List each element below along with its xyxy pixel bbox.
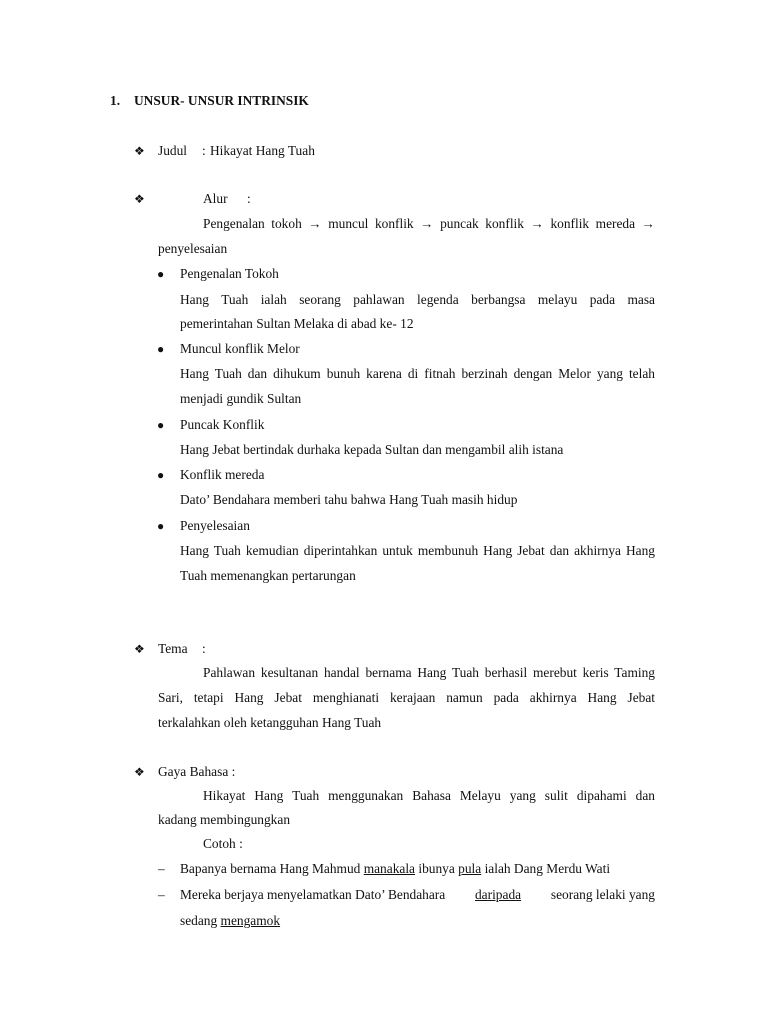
example-underlined-word: daripada [474, 887, 522, 902]
alur-item-text-line1: Hang Jebat bertindak durhaka kepada Sultan dan mengambil alih istana [180, 442, 564, 457]
bullet-icon: ● [157, 418, 165, 432]
alur-item-title: Pengenalan Tokoh [180, 266, 279, 281]
example-line-2 [180, 886, 655, 904]
alur-item-text-line2: menjadi gundik Sultan [180, 391, 302, 406]
gaya-bahasa-text-line1: Hikayat Hang Tuah menggunakan Bahasa Melayu yang sulit dipahami dan [203, 788, 655, 803]
list-diamond-icon: ❖ [134, 765, 145, 779]
alur-item-title: Penyelesaian [180, 518, 250, 533]
tema-text-line3: terkalahkan oleh ketangguhan Hang Tuah [158, 715, 382, 730]
list-diamond-icon: ❖ [134, 144, 145, 158]
alur-separator: : [247, 191, 251, 206]
example-underlined-word: manakala [363, 861, 416, 876]
example-line-1 [180, 860, 610, 878]
dash-icon: – [158, 887, 165, 902]
example-text: sedang [180, 913, 221, 928]
alur-item-text-line1: Dato’ Bendahara memberi tahu bahwa Hang Tuah masih hidup [180, 492, 518, 507]
tema-text-line1: Pahlawan kesultanan handal bernama Hang Tuah berhasil merebut keris Taming [203, 665, 655, 680]
judul-label: Judul [158, 143, 188, 158]
example-text: Mereka berjaya menyelamatkan Dato’ Bendahara [180, 887, 449, 902]
example-text: ibunya [415, 861, 459, 876]
alur-item-text-line2: Tuah memenangkan pertarungan [180, 568, 356, 583]
alur-summary-line2: penyelesaian [158, 241, 228, 256]
judul-value: Hikayat Hang Tuah [210, 143, 315, 158]
alur-item-text-line2: pemerintahan Sultan Melaka di abad ke- 12 [180, 316, 414, 331]
tema-separator: : [202, 641, 206, 656]
example-text: seorang lelaki yang [547, 887, 655, 902]
example-text: ialah Dang Merdu Wati [481, 861, 611, 876]
alur-item-text-line1: Hang Tuah kemudian diperintahkan untuk membunuh Hang Jebat dan akhirnya Hang [180, 543, 655, 558]
gaya-bahasa-text-line2: kadang membingungkan [158, 812, 291, 827]
tema-label: Tema [158, 641, 188, 656]
example-line-2-cont [180, 912, 280, 930]
list-diamond-icon: ❖ [134, 642, 145, 656]
alur-label: Alur [203, 191, 228, 206]
example-underlined-word: pula [458, 861, 482, 876]
bullet-icon: ● [157, 519, 165, 533]
judul-separator: : [202, 143, 206, 158]
dash-icon: – [158, 861, 165, 876]
gaya-bahasa-label: Gaya Bahasa : [158, 764, 236, 779]
section-number: 1. [110, 93, 121, 108]
alur-item-title: Konflik mereda [180, 467, 265, 482]
list-diamond-icon: ❖ [134, 192, 145, 206]
bullet-icon: ● [157, 267, 165, 281]
bullet-icon: ● [157, 342, 165, 356]
example-text: Bapanya bernama Hang Mahmud [180, 861, 364, 876]
alur-item-title: Muncul konflik Melor [180, 341, 300, 356]
alur-item-text-line1: Hang Tuah ialah seorang pahlawan legenda berbangsa melayu pada masa [180, 292, 655, 307]
bullet-icon: ● [157, 468, 165, 482]
alur-item-title: Puncak Konflik [180, 417, 265, 432]
alur-summary-line1: Pengenalan tokoh → muncul konflik → puncak konflik → konflik mereda → [203, 216, 655, 231]
contoh-label: Cotoh : [203, 836, 243, 851]
alur-item-text-line1: Hang Tuah dan dihukum bunuh karena di fitnah berzinah dengan Melor yang telah [180, 366, 655, 381]
section-title: UNSUR- UNSUR INTRINSIK [134, 93, 309, 108]
example-underlined-word: mengamok [220, 913, 281, 928]
tema-text-line2: Sari, tetapi Hang Jebat menghianati kerajaan namun pada akhirnya Hang Jebat [158, 690, 655, 705]
